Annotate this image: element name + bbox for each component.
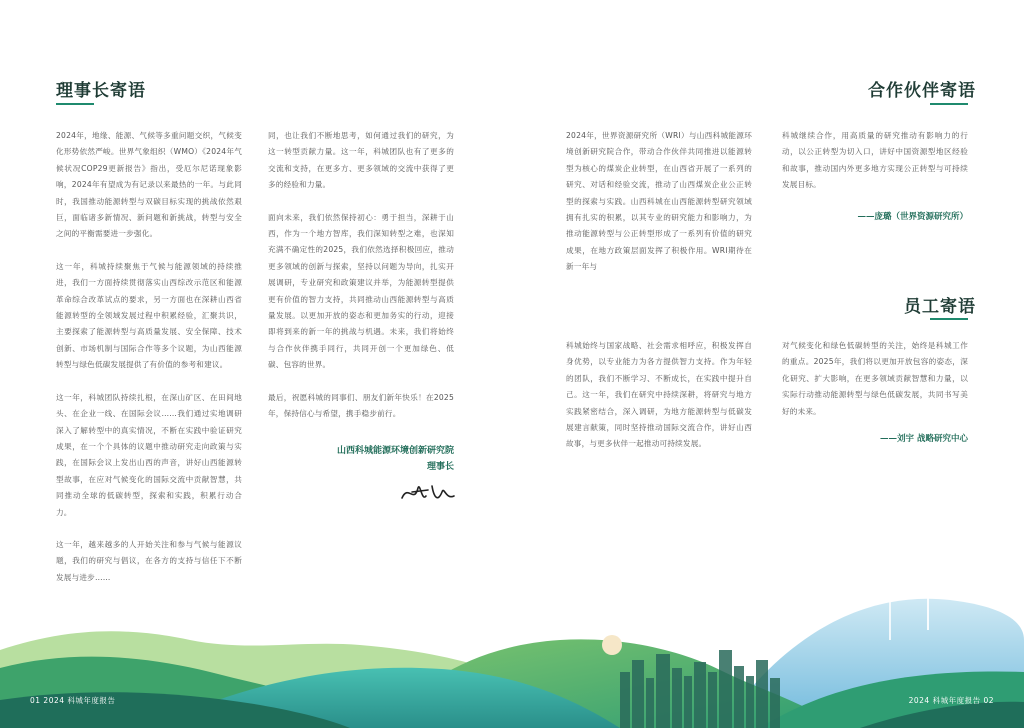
chairman-message-heading: 理事长寄语: [56, 81, 146, 101]
partner-attribution: ——庞璐（世界资源研究所）: [857, 212, 968, 222]
signature-title: 理事长: [426, 462, 454, 472]
paragraph: 2024年，地缘、能源、气候等多重问题交织，气候变化形势依然严峻。世界气象组织（WMO）《2024年气候状况COP29更新报告》指出，受厄尔尼诺现象影响，2024年有望成为有记录以来最热的一年。与此同时，我国推动能源转型与双碳目标实现的挑战依然艰巨，面临诸多新情况、新问题和新挑战，转型与安全之间的平衡需要进一步强化。: [56, 131, 242, 239]
paragraph: 最后，祝愿科城的同事们、朋友们新年快乐！在2025年，保持信心与希望，携手稳步前行。: [268, 392, 454, 419]
wind-turbine: [728, 589, 754, 660]
footer-left: 01 2024 科城年度报告: [30, 696, 116, 705]
footer-right: 2024 科城年度报告 02: [908, 696, 994, 705]
wind-turbine: [748, 581, 780, 660]
staff-message-heading: 员工寄语: [904, 297, 976, 317]
paragraph: 科城继续合作，用高质量的研究推动有影响力的行动，以公正转型为切入口，讲好中国资源型地区经验和故事，推动国内外更多地方实现公正转型与可持续发展目标。: [782, 131, 968, 190]
paragraph: 2024年，世界资源研究所（WRI）与山西科城能源环境创新研究院合作，带动合作伙伴共同推进以能源转型为核心的煤炭企业转型，在山西省开展了一系列的研究、对话和经验交流，推动了山西煤炭企业公正转型的探索与实践。山西科城在山西能源转型研究领域拥有扎实的积累，以其专业的研究能力和影响力，为推动能源转型与公正转型形成了一系列有价值的研究成果，在地方政策层面发挥了积极作用。WRI期待在新一年与: [566, 131, 752, 272]
paragraph: 这一年，越来越多的人开始关注和参与气候与能源议题，我们的研究与倡议，在各方的支持与信任下不断发展与进步……: [56, 539, 242, 582]
signature-organization: 山西科城能源环境创新研究院: [336, 446, 454, 456]
paragraph: 科城始终与国家战略、社会需求相呼应，积极发挥自身优势，以专业能力为各方提供智力支持。作为年轻的团队，我们不断学习、不断成长，在实践中提升自己。这一年，我们在研究中持续深耕，将研究与地方实践紧密结合，深入调研，为地方能源转型与低碳发展建言献策，同时坚持推动国际交流合作，讲好山西故事，与更多伙伴一起推动可持续发展。: [566, 341, 752, 449]
paragraph: 同，也让我们不断地思考，如何通过我们的研究，为这一转型贡献力量。这一年，科城团队也有了更多的交流和支持，在更多方、更多领域的交流中获得了更多的经验和力量。: [268, 131, 454, 190]
staff-attribution: ——刘宇 战略研究中心: [880, 434, 968, 444]
sun: [602, 635, 622, 655]
partner-message-heading: 合作伙伴寄语: [868, 81, 976, 101]
paragraph: 这一年，科城团队持续扎根，在深山矿区、在田间地头、在企业一线、在国际会议……我们通过实地调研深入了解转型中的真实情况，不断在实践中验证研究成果，在一个个具体的议题中推动研究走向政策与实践，在国际会议上发出山西的声音，讲好山西能源转型故事，在应对气候变化的国际交流中贡献智慧，共同推动全球的低碳转型，探索和实践，积累行动合力。: [56, 392, 242, 517]
paragraph: 这一年，科城持续聚焦于气候与能源领域的持续推进，我们一方面持续贯彻落实山西综改示范区和能源革命综合改革试点的要求，另一方面也在深耕山西省能源转型的全领域发展过程中积累经验，汇聚共识，主要探索了能源转型与高质量发展、安全保障、技术创新、市场机制与国际合作等多个议题，为山西能源转型与绿色低碳发展提供了有价值的参考和建议。: [56, 261, 242, 370]
paragraph: 对气候变化和绿色低碳转型的关注，始终是科城工作的重点。2025年，我们将以更加开放包容的姿态，深化研究、扩大影响，在更多领域贡献智慧和力量，以实际行动推动能源转型与绿色低碳发展，共同书写美好的未来。: [782, 341, 968, 416]
paragraph: 面向未来，我们依然保持初心：勇于担当，深耕于山西，作为一个地方智库，我们深知转型之难，也深知充满不确定性的2025，我们依然选择积极回应，推动更多领域的创新与探索，坚持以问题为导向，扎实开展调研，专业研究和政策建议并举，为能源转型提供更有价值的智力支持，共同推动山西能源转型与高质量发展。以更加开放的姿态和更加务实的行动，迎接即将到来的新一年的挑战与机遇。未来，我们将始终与合作伙伴携手同行，共同开创一个更加绿色、低碳、包容的世界。: [268, 212, 454, 370]
